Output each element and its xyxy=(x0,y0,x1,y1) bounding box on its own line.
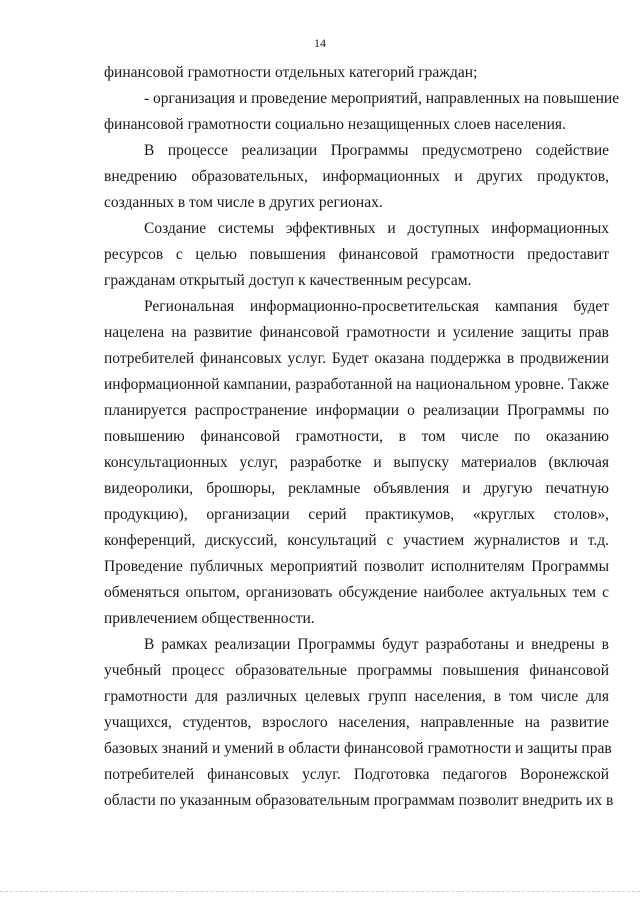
text-line: внедрению образовательных, информационных и других продуктов, xyxy=(104,168,609,185)
text-line: нацелена на развитие финансовой грамотности и усиление защиты прав xyxy=(104,324,609,341)
text-line: потребителей финансовых услуг. Будет оказана поддержка в продвижении xyxy=(104,350,609,367)
text-line: гражданам открытый доступ к качественным ресурсам. xyxy=(104,272,472,289)
text-line: В рамках реализации Программы будут разработаны и внедрены в xyxy=(144,636,609,653)
text-line: учащихся, студентов, взрослого населения, направленные на развитие xyxy=(104,714,609,731)
text-line: консультационных услуг, разработке и выпуску материалов (включая xyxy=(104,454,609,471)
text-line: учебный процесс образовательные программы повышения финансовой xyxy=(104,662,609,679)
text-line: конференций, дискуссий, консультаций с участием журналистов и т.д. xyxy=(104,532,609,549)
page-number: 14 xyxy=(314,36,326,50)
text-line: Проведение публичных мероприятий позволит исполнителям Программы xyxy=(104,558,609,575)
text-line: планируется распространение информации о реализации Программы по xyxy=(104,402,609,419)
text-line: информационной кампании, разработанной на национальном уровне. Также xyxy=(104,376,609,393)
text-line: В процессе реализации Программы предусмотрено содействие xyxy=(144,142,609,159)
scan-edge-divider xyxy=(0,891,640,893)
text-line: ресурсов с целью повышения финансовой грамотности предоставит xyxy=(104,246,609,263)
text-line: потребителей финансовых услуг. Подготовка педагогов Воронежской xyxy=(104,766,609,783)
text-line: - организация и проведение мероприятий, направленных на повышение xyxy=(144,90,620,107)
text-line: продукцию), организации серий практикумов, «круглых столов», xyxy=(104,506,609,523)
text-line: повышению финансовой грамотности, в том числе по оказанию xyxy=(104,428,609,445)
text-line: привлечением общественности. xyxy=(104,610,315,627)
text-line: финансовой грамотности отдельных категорий граждан; xyxy=(104,64,478,81)
text-line: базовых знаний и умений в области финансовой грамотности и защиты прав xyxy=(104,740,612,757)
text-line: видеоролики, брошюры, рекламные объявления и другую печатную xyxy=(104,480,609,497)
text-line: обменяться опытом, организовать обсуждение наиболее актуальных тем с xyxy=(104,584,609,601)
text-line: финансовой грамотности социально незащищенных слоев населения. xyxy=(104,116,566,133)
text-line: Региональная информационно-просветительская кампания будет xyxy=(144,298,609,315)
text-line: области по указанным образовательным программам позволит внедрить их в xyxy=(104,792,614,809)
text-line: Создание системы эффективных и доступных информационных xyxy=(144,220,609,237)
document-body xyxy=(104,60,620,814)
text-line: грамотности для различных целевых групп населения, в том числе для xyxy=(104,688,609,705)
text-line: созданных в том числе в других регионах. xyxy=(104,194,383,211)
